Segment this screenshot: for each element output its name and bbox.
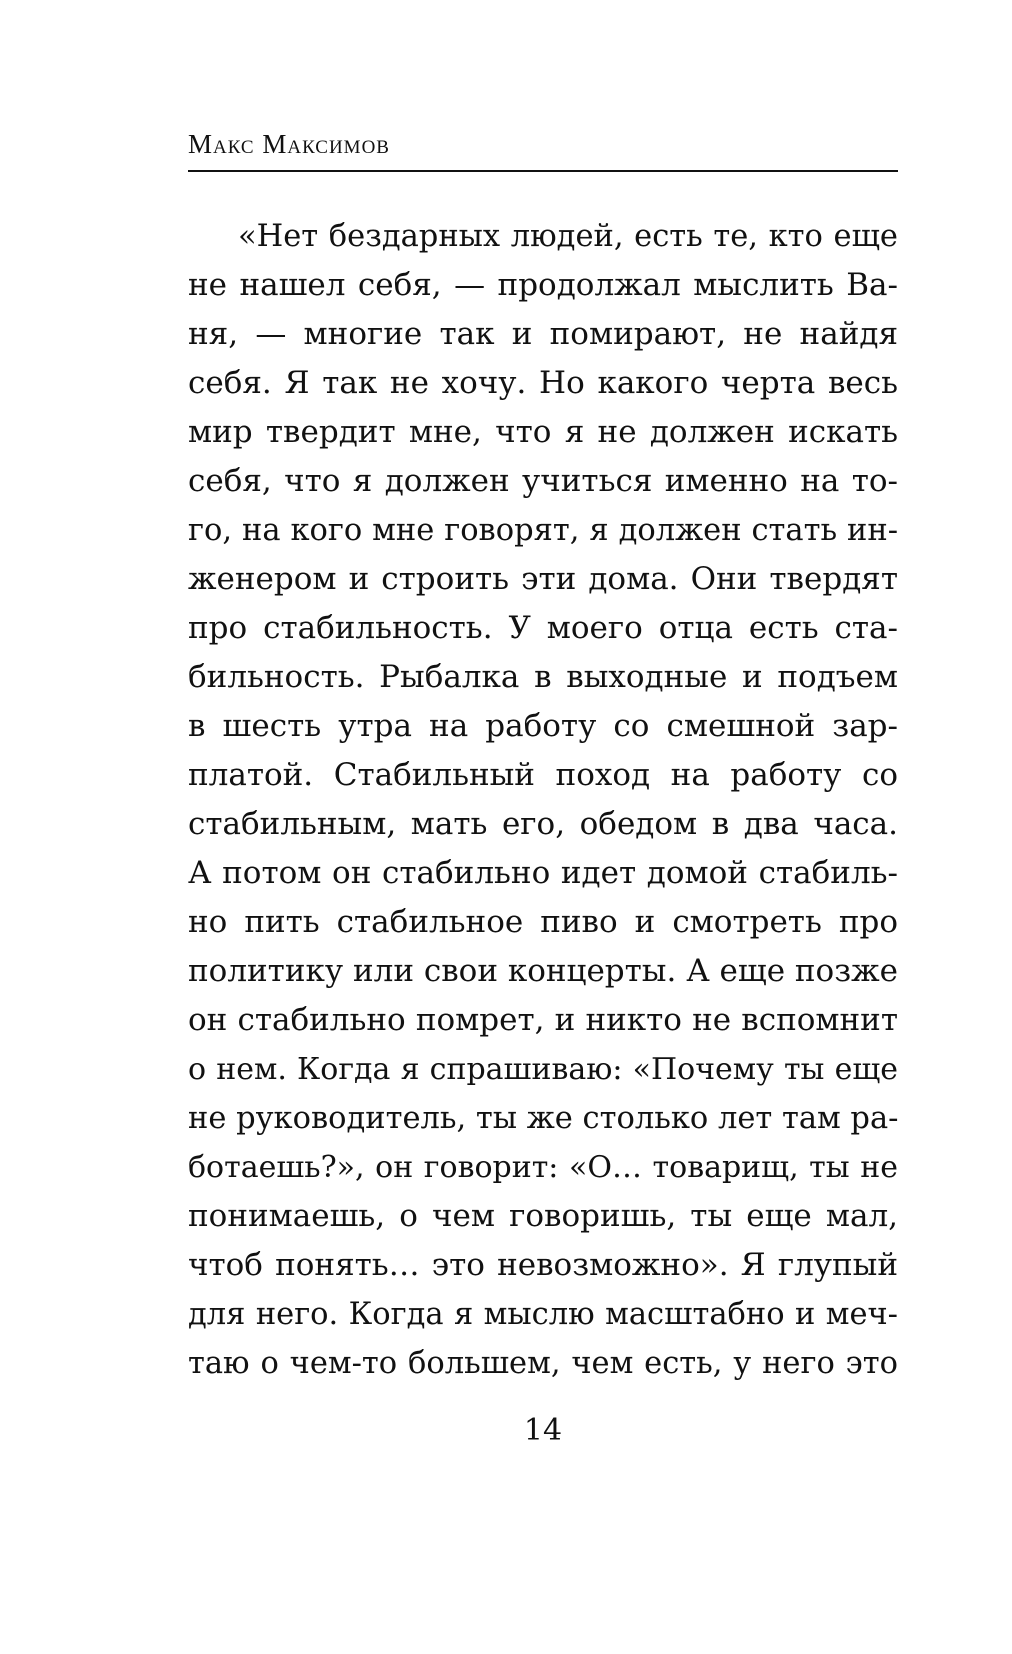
- header-rule: [188, 170, 898, 172]
- text-line: понимаешь, о чем говоришь, ты еще мал,: [188, 1198, 898, 1234]
- text-line: но пить стабильное пиво и смотреть про: [188, 904, 898, 940]
- text-line: женером и строить эти дома. Они твердят: [188, 561, 898, 597]
- page-number: 14: [523, 1413, 563, 1448]
- body-text: [188, 212, 898, 1388]
- text-line: мир твердит мне, что я не должен искать: [188, 414, 898, 450]
- text-line: таю о чем-то большем, чем есть, у него это: [188, 1346, 898, 1381]
- text-line: не нашел себя, — продолжал мыслить Ва-: [188, 267, 898, 303]
- text-line: ботаешь?», он говорит: «О… товарищ, ты не: [188, 1150, 898, 1185]
- text-line: стабильным, мать его, обедом в два часа.: [188, 806, 898, 842]
- text-line: в шесть утра на работу со смешной зар-: [188, 708, 898, 744]
- text-line: чтоб понять… это невозможно». Я глупый: [188, 1247, 898, 1283]
- text-line: бильность. Рыбалка в выходные и подъем: [188, 659, 898, 695]
- running-head: Макс Максимов: [188, 129, 390, 159]
- text-line: политику или свои концерты. А еще позже: [188, 953, 898, 989]
- text-line: о нем. Когда я спрашиваю: «Почему ты еще: [188, 1052, 898, 1087]
- text-line: себя. Я так не хочу. Но какого черта весь: [188, 365, 898, 401]
- text-line: для него. Когда я мыслю масштабно и меч-: [188, 1297, 898, 1332]
- text-line: А потом он стабильно идет домой стабиль-: [188, 855, 898, 891]
- text-line: платой. Стабильный поход на работу со: [188, 757, 898, 793]
- text-line: про стабильность. У моего отца есть ста-: [188, 610, 898, 646]
- text-line: го, на кого мне говорят, я должен стать ин-: [188, 513, 898, 548]
- text-line: «Нет бездарных людей, есть те, кто еще: [238, 219, 898, 254]
- text-line: себя, что я должен учиться именно на то-: [188, 463, 898, 499]
- text-line: ня, — многие так и помирают, не найдя: [188, 316, 898, 352]
- text-line: не руководитель, ты же столько лет там ра-: [188, 1101, 898, 1136]
- text-line: он стабильно помрет, и никто не вспомнит: [188, 1002, 898, 1038]
